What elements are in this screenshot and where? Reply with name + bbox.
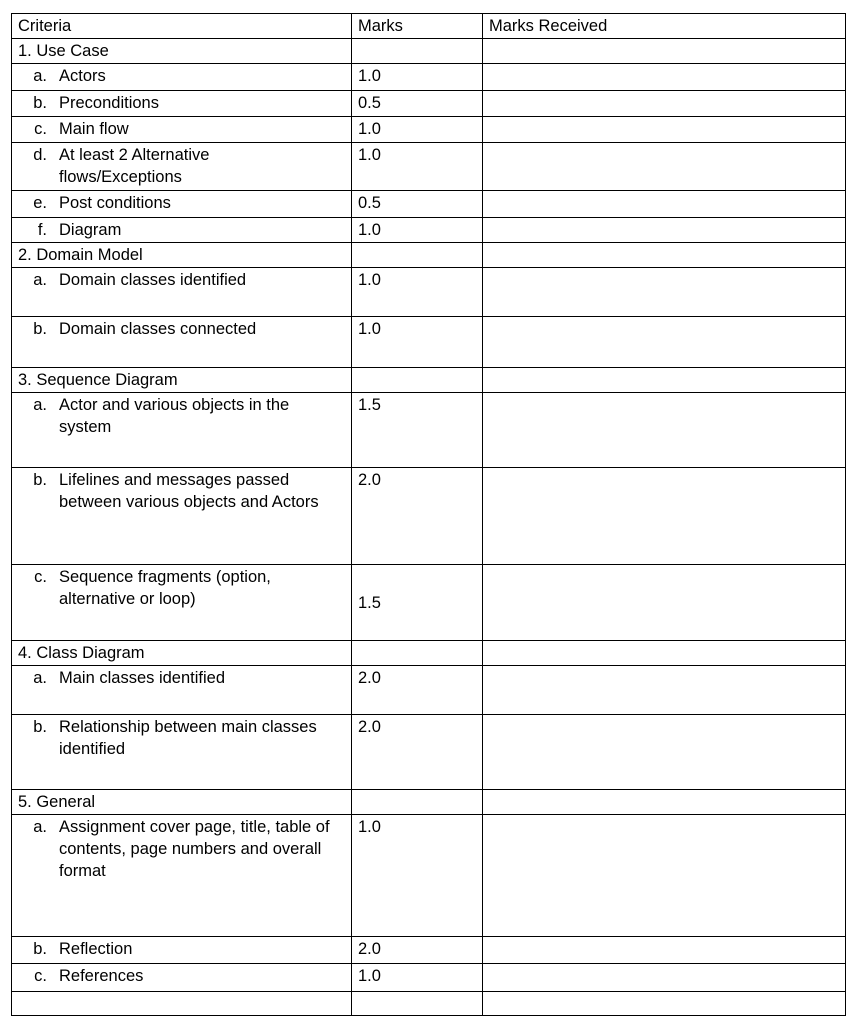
criterion-content: [18, 192, 345, 214]
criterion-letter: a.: [33, 396, 47, 414]
criterion-marks: 1.0: [352, 964, 483, 992]
section-marks-received-cell: [483, 243, 846, 268]
section-title: 2. Domain Model: [12, 243, 352, 268]
criterion-row: [12, 468, 846, 565]
criterion-marks: 1.0: [352, 143, 483, 191]
criterion-letter: c.: [34, 120, 47, 138]
marks-received-cell: [483, 317, 846, 368]
criterion-text: Main classes identified: [59, 669, 225, 687]
criterion-marks: 1.0: [352, 317, 483, 368]
criterion-marks: 1.0: [352, 218, 483, 243]
marks-received-cell: [483, 393, 846, 468]
section-marks-received-cell: [483, 368, 846, 393]
empty-criteria-cell: [12, 992, 352, 1016]
section-marks-cell: [352, 790, 483, 815]
section-marks-cell: [352, 39, 483, 64]
criterion-cell: [12, 715, 352, 790]
criterion-content: [18, 716, 345, 760]
criterion-text: At least 2 Alternative flows/Exceptions: [59, 146, 210, 186]
criterion-content: [18, 667, 345, 689]
marks-received-cell: [483, 191, 846, 218]
criterion-content: [18, 566, 345, 610]
criterion-row: [12, 218, 846, 243]
criterion-marks: 0.5: [352, 91, 483, 117]
section-row: [12, 368, 846, 393]
criterion-content: [18, 118, 345, 140]
criterion-text: Domain classes identified: [59, 271, 247, 289]
criterion-marks: 0.5: [352, 191, 483, 218]
criterion-letter: a.: [33, 67, 47, 85]
criterion-row: [12, 268, 846, 317]
empty-row: [12, 992, 846, 1016]
criterion-cell: [12, 393, 352, 468]
marks-received-cell: [483, 64, 846, 91]
criterion-letter: b.: [33, 94, 47, 112]
criterion-content: [18, 318, 345, 340]
criterion-row: [12, 317, 846, 368]
criterion-marks: 1.0: [352, 815, 483, 937]
marks-received-cell: [483, 143, 846, 191]
criterion-content: [18, 938, 345, 960]
criterion-letter: d.: [33, 146, 47, 164]
criterion-cell: [12, 191, 352, 218]
marks-received-header: Marks Received: [483, 14, 846, 39]
criterion-text: Sequence fragments (option, alternative or loop): [59, 568, 271, 608]
criterion-cell: [12, 91, 352, 117]
criterion-letter: e.: [33, 194, 47, 212]
criterion-cell: [12, 666, 352, 715]
criterion-letter: b.: [33, 471, 47, 489]
section-title: 1. Use Case: [12, 39, 352, 64]
criterion-marks: 2.0: [352, 468, 483, 565]
criterion-marks: 2.0: [352, 666, 483, 715]
marks-received-cell: [483, 815, 846, 937]
section-row: [12, 39, 846, 64]
marking-rubric-table: [11, 13, 846, 1016]
criterion-row: [12, 393, 846, 468]
criterion-marks: 2.0: [352, 715, 483, 790]
marks-received-cell: [483, 565, 846, 641]
criterion-text: Domain classes connected: [59, 320, 257, 338]
marks-received-cell: [483, 468, 846, 565]
section-row: [12, 790, 846, 815]
criterion-content: [18, 965, 345, 987]
criterion-cell: [12, 937, 352, 964]
criterion-row: [12, 64, 846, 91]
section-marks-received-cell: [483, 790, 846, 815]
criterion-content: [18, 92, 345, 114]
criterion-marks: 1.5: [352, 393, 483, 468]
criterion-cell: [12, 143, 352, 191]
criterion-letter: a.: [33, 271, 47, 289]
criterion-cell: [12, 218, 352, 243]
criterion-marks: 1.0: [352, 117, 483, 143]
marks-received-cell: [483, 715, 846, 790]
criterion-row: [12, 937, 846, 964]
criterion-cell: [12, 268, 352, 317]
criterion-marks: 2.0: [352, 937, 483, 964]
criterion-text: References: [59, 967, 144, 985]
criterion-cell: [12, 815, 352, 937]
marks-received-cell: [483, 218, 846, 243]
criterion-letter: c.: [34, 967, 47, 985]
criterion-text: Lifelines and messages passed between various objects and Actors: [59, 471, 319, 511]
criterion-text: Diagram: [59, 221, 122, 239]
criterion-cell: [12, 964, 352, 992]
criterion-cell: [12, 64, 352, 91]
criterion-row: [12, 815, 846, 937]
marks-received-cell: [483, 964, 846, 992]
criterion-content: [18, 144, 345, 188]
rubric-body: [12, 39, 846, 1016]
section-marks-cell: [352, 243, 483, 268]
section-title: 3. Sequence Diagram: [12, 368, 352, 393]
criterion-marks: 1.0: [352, 268, 483, 317]
criterion-content: [18, 65, 345, 87]
marks-received-cell: [483, 91, 846, 117]
criterion-cell: [12, 317, 352, 368]
empty-marks-cell: [352, 992, 483, 1016]
criterion-letter: b.: [33, 320, 47, 338]
criterion-row: [12, 715, 846, 790]
criterion-text: Actor and various objects in the system: [59, 396, 290, 436]
criterion-text: Post conditions: [59, 194, 171, 212]
empty-marks-received-cell: [483, 992, 846, 1016]
criterion-text: Main flow: [59, 120, 129, 138]
criterion-row: [12, 191, 846, 218]
criterion-marks: 1.5: [352, 565, 483, 641]
section-row: [12, 243, 846, 268]
header-row: [12, 14, 846, 39]
criterion-row: [12, 117, 846, 143]
section-title: 4. Class Diagram: [12, 641, 352, 666]
criterion-content: [18, 394, 345, 438]
criterion-text: Reflection: [59, 940, 133, 958]
criterion-letter: b.: [33, 940, 47, 958]
criterion-letter: b.: [33, 718, 47, 736]
criterion-text: Assignment cover page, title, table of contents, page numbers and overall format: [59, 818, 330, 880]
criterion-letter: f.: [37, 221, 47, 239]
marks-header: Marks: [352, 14, 483, 39]
section-row: [12, 641, 846, 666]
criterion-letter: c.: [34, 568, 47, 586]
criteria-header: Criteria: [12, 14, 352, 39]
marks-received-cell: [483, 117, 846, 143]
criterion-text: Preconditions: [59, 94, 159, 112]
criterion-letter: a.: [33, 669, 47, 687]
criterion-row: [12, 666, 846, 715]
criterion-row: [12, 565, 846, 641]
marks-received-cell: [483, 268, 846, 317]
section-marks-received-cell: [483, 39, 846, 64]
marks-received-cell: [483, 666, 846, 715]
criterion-marks: 1.0: [352, 64, 483, 91]
section-marks-cell: [352, 641, 483, 666]
criterion-cell: [12, 565, 352, 641]
criterion-cell: [12, 468, 352, 565]
criterion-row: [12, 964, 846, 992]
criterion-content: [18, 269, 345, 291]
section-marks-cell: [352, 368, 483, 393]
criterion-letter: a.: [33, 818, 47, 836]
section-marks-received-cell: [483, 641, 846, 666]
criterion-content: [18, 219, 345, 241]
criterion-cell: [12, 117, 352, 143]
criterion-row: [12, 91, 846, 117]
section-title: 5. General: [12, 790, 352, 815]
criterion-row: [12, 143, 846, 191]
criterion-text: Relationship between main classes identified: [59, 718, 317, 758]
criterion-content: [18, 816, 345, 882]
criterion-content: [18, 469, 345, 513]
criterion-text: Actors: [59, 67, 106, 85]
marks-received-cell: [483, 937, 846, 964]
